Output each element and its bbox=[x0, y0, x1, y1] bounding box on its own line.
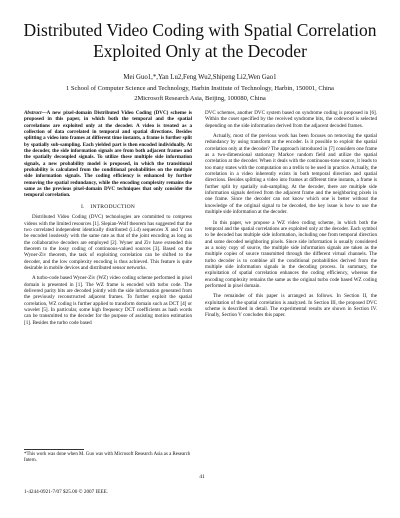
abstract-text: —A new pixel-domain Distributed Video Coding (DVC) scheme is proposed in this paper, in which both the temporal and the spatial correlations are exploited only at the decoder. A video is treated as a collection of data correlated in temporal and spatial directions. Besides splitting a video into frames at different time instants, a frame is further split by spatially sub-sampling. Each yielded part is then encoded individually. At the decoder, the side information signals are from both adjacent frames and the spatially decoupled signals. To utilize these multiple side information signals, a new probability model is proposed, in which the transitional probability is calculated from the conditional probabilities on the multiple side information signals. The coding efficiency is enhanced by further removing the spatial redundancy, while the encoding complexity remains the same as the previous pixel-domain DVC techniques that only consider the temporal correlation. bbox=[24, 110, 192, 199]
paper-title bbox=[20, 20, 380, 62]
footnote: *This work was done when M. Guo was with Microsoft Research Asia as a Research Intern. bbox=[24, 452, 191, 464]
right-paragraph-2: Actually, most of the previous work has been focuses on removing the spatial redundancy by using transform at the encoder. Is it possible to exploit the spatial correlation only at the decoder? The approach introduced in [7] considers one frame as a two-dimensional stationary Markov random field and utilize the spatial correlation at the decoder. When it deals with the continuous-tone source, it leads to too many states with the computation on a trellis to be used in practice. Actually, the correlation in a video inherently exists in both temporal direction and spatial directions. Besides splitting a video into frames at different time instants, a frame is further split by spatially sub-sampling. At the decoder, there are multiple side information signals derived from the adjacent frame and the neighboring pixels in one frame. Since the decoder can not know which one is better without the knowledge of the original signal to be decoded, the key issue is how to use the multiple side information at the decoder. bbox=[205, 133, 377, 216]
right-column bbox=[205, 110, 377, 470]
right-paragraph-1: DVC schemes, another DVC system based on syndrome coding is proposed in [6]. Within the coset specified by the received syndrome bits, the codeword is selected depending on the side information derived from the adjacent decoded frames. bbox=[205, 110, 377, 129]
section-heading-introduction: I. INTRODUCTION bbox=[80, 203, 136, 210]
page-number: 41 bbox=[199, 474, 205, 480]
right-paragraph-3: In this paper, we propose a WZ video coding scheme, in which both the temporal and the spatial correlations are exploited only at the decoder. Each symbol to be decoded has multiple side information, including one from temporal direction and some decoded neighboring pixels. Since side information is usually considered as a noisy copy of source, the multiple side information signals are taken as the multiple copies of source transmitted through the different virtual channels. The turbo decoder is to combine all the conditional probabilities derived from the multiple side information signals in the decoding process. In summary, the exploitation of spatial correlation enhances the coding efficiency, whereas the encoding complexity remains the same as the original turbo code based WZ coding performed in pixel domain. bbox=[205, 219, 377, 289]
author-list: Mei Guo1,*,Yan Lu2,Feng Wu2,Shipeng Li2,Wen Gao1 bbox=[123, 74, 277, 81]
affiliation-2: 2Microsoft Research Asia, Beijing, 100080, China bbox=[134, 95, 266, 102]
title-line-1: Distributed Video Coding with Spatial Correlation bbox=[23, 20, 377, 40]
affiliation-1: 1 School of Computer Science and Technology, Harbin Institute of Technology, Harbin, 150001, China bbox=[66, 85, 334, 92]
intro-paragraph-1: Distributed Video Coding (DVC) technologies are committed to compress videos with the limited resources [1]. Slepian-Wolf theorem has suggested that the two correlated independent identically distributed (i.i.d) sequences X and Y can be encoded losslessly with the same rate as that of the joint encoding as long as the collaborative decoders are employed [2]. Wyner and Ziv have extended this theorem to the lossy coding of continuous-valued sources [3]. Based on the Wyner-Ziv theorem, the task of exploiting correlation can be shifted to the decoder, and the low complexity encoding is thus achieved. This feature is quite desirable in mobile devices and distributed sensor networks. bbox=[24, 214, 192, 271]
isbn-copyright: 1-4244-0921-7/07 $25.00 © 2007 IEEE. bbox=[24, 489, 109, 495]
footnote-rule bbox=[24, 449, 84, 450]
intro-paragraph-2: A turbo-code based Wyner-Ziv (WZ) video coding scheme performed in pixel domain is presented in [1]. The WZ frame is encoded with turbo code. The delivered parity bits are decoded jointly with the side information generated from the previously reconstructed adjacent frames. To further exploit the spatial correlation, WZ coding is further applied to transform domain such as DCT [4] or wavelet [5]. In particular, some high frequency DCT coefficients as hash words can be transmitted to the decoder for the purpose of assisting motion estimation [1]. Besides the turbo code based bbox=[24, 275, 192, 326]
left-column bbox=[24, 110, 192, 445]
title-line-2: Exploited Only at the Decoder bbox=[93, 41, 307, 61]
abstract-label: Abstract bbox=[24, 110, 42, 116]
right-paragraph-4: The remainder of this paper is arranged as follows. In Section II, the exploitation of the spatial correlation is analyzed. In Section III, the proposed DVC scheme is described in detail. The experimental results are shown in Section IV. Finally, Section V concludes this paper. bbox=[205, 293, 377, 319]
abstract bbox=[24, 110, 192, 199]
